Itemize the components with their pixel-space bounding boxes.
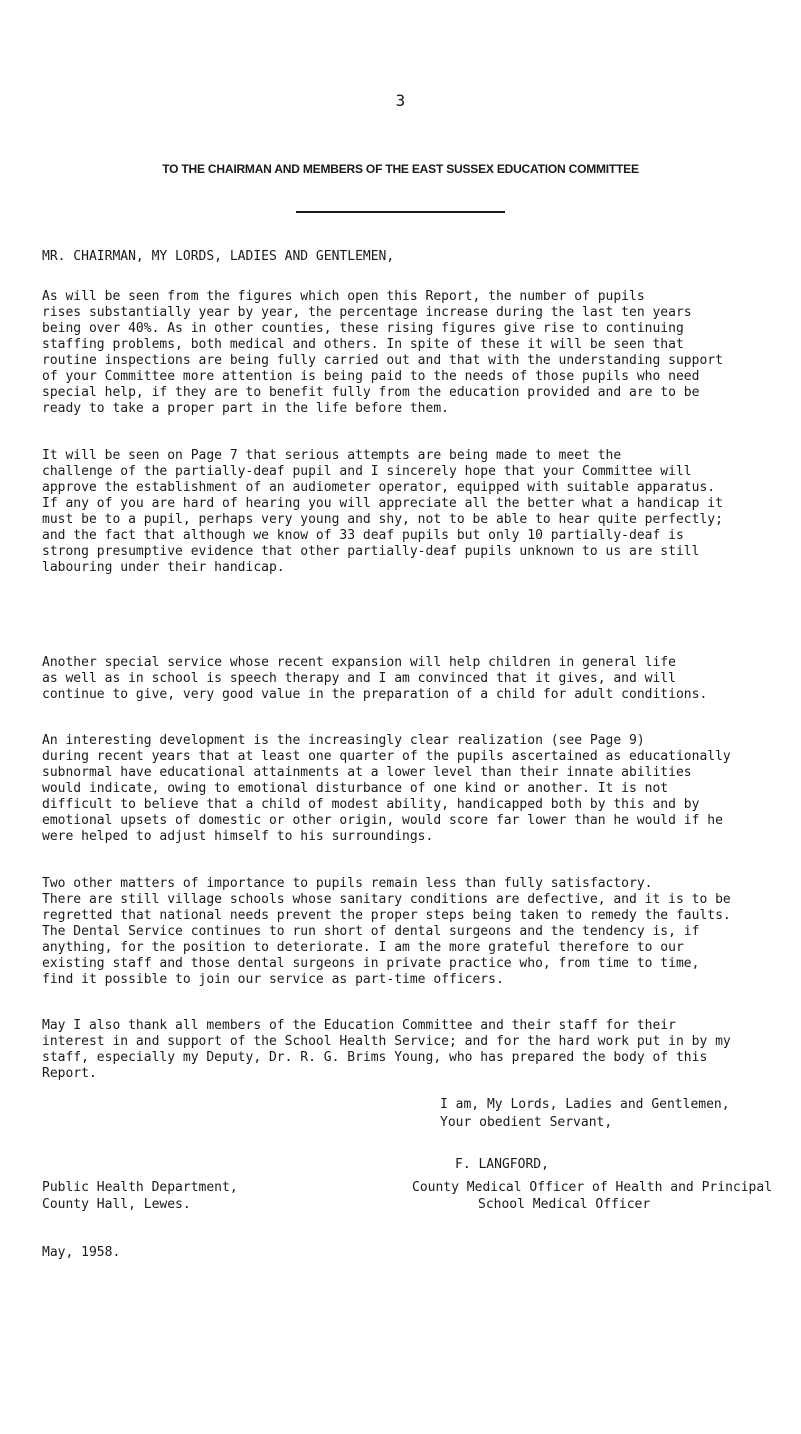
- salutation: MR. CHAIRMAN, MY LORDS, LADIES AND GENTLEMEN,: [42, 249, 395, 264]
- paragraph-line: emotional upsets of domestic or other origin, would score far lower than he would if he: [42, 813, 723, 828]
- paragraph-line: May I also thank all members of the Education Committee and their staff for their: [42, 1018, 676, 1033]
- page-number: 3: [395, 91, 406, 110]
- paragraph-line: interest in and support of the School Health Service; and for the hard work put in by my: [42, 1034, 731, 1049]
- heading-rule: [296, 211, 505, 213]
- paragraph-line: ready to take a proper part in the life before them.: [42, 401, 449, 416]
- paragraph-line: during recent years that at least one quarter of the pupils ascertained as educationally: [42, 749, 731, 764]
- paragraph-line: regretted that national needs prevent the proper steps being taken to remedy the faults.: [42, 908, 731, 923]
- paragraph-line: The Dental Service continues to run short of dental surgeons and the tendency is, if: [42, 924, 700, 939]
- report-date: May, 1958.: [42, 1245, 121, 1260]
- paragraph-line: staffing problems, both medical and others. In spite of these it will be seen that: [42, 337, 684, 352]
- paragraph-line: special help, if they are to benefit fully from the education provided and are to be: [42, 385, 700, 400]
- paragraph-line: continue to give, very good value in the preparation of a child for adult conditions.: [42, 687, 708, 702]
- paragraph-line: existing staff and those dental surgeons in private practice who, from time to time,: [42, 956, 700, 971]
- department-line-1: Public Health Department,: [42, 1180, 238, 1195]
- paragraph-line: subnormal have educational attainments at a lower level than their innate abilities: [42, 765, 692, 780]
- paragraph-line: If any of you are hard of hearing you will appreciate all the better what a handicap it: [42, 496, 723, 511]
- closing-line-2: Your obedient Servant,: [440, 1115, 613, 1130]
- paragraph-line: and the fact that although we know of 33 deaf pupils but only 10 partially-deaf is: [42, 528, 684, 543]
- paragraph-line: Two other matters of importance to pupils remain less than fully satisfactory.: [42, 876, 653, 891]
- paragraph-line: challenge of the partially-deaf pupil and I sincerely hope that your Committee will: [42, 464, 692, 479]
- paragraph-line: as well as in school is speech therapy and I am convinced that it gives, and will: [42, 671, 676, 686]
- officer-title-line-2: School Medical Officer: [478, 1197, 651, 1212]
- paragraph-line: would indicate, owing to emotional disturbance of one kind or another. It is not: [42, 781, 669, 796]
- paragraph-line: were helped to adjust himself to his surroundings.: [42, 829, 434, 844]
- report-heading: TO THE CHAIRMAN AND MEMBERS OF THE EAST SUSSEX EDUCATION COMMITTEE: [162, 162, 639, 176]
- closing-line-1: I am, My Lords, Ladies and Gentlemen,: [440, 1097, 730, 1112]
- paragraph-line: anything, for the position to deteriorate. I am the more grateful therefore to our: [42, 940, 684, 955]
- department-line-2: County Hall, Lewes.: [42, 1197, 191, 1212]
- paragraph-line: staff, especially my Deputy, Dr. R. G. Brims Young, who has prepared the body of this: [42, 1050, 708, 1065]
- paragraph-line: strong presumptive evidence that other partially-deaf pupils unknown to us are still: [42, 544, 700, 559]
- paragraph-line: must be to a pupil, perhaps very young and shy, not to be able to hear quite perfectly;: [42, 512, 723, 527]
- paragraph-1: [42, 289, 787, 417]
- paragraph-line: labouring under their handicap.: [42, 560, 285, 575]
- paragraph-line: rises substantially year by year, the percentage increase during the last ten years: [42, 305, 692, 320]
- paragraph-line: As will be seen from the figures which open this Report, the number of pupils: [42, 289, 645, 304]
- paragraph-line: find it possible to join our service as part-time officers.: [42, 972, 504, 987]
- paragraph-6: [42, 1018, 787, 1082]
- paragraph-line: routine inspections are being fully carried out and that with the understanding support: [42, 353, 723, 368]
- paragraph-3: [42, 655, 787, 703]
- paragraph-line: being over 40%. As in other counties, these rising figures give rise to continuing: [42, 321, 684, 336]
- officer-title-line-1: County Medical Officer of Health and Principal: [412, 1180, 773, 1195]
- paragraph-2: [42, 448, 787, 576]
- paragraph-line: It will be seen on Page 7 that serious attempts are being made to meet the: [42, 448, 622, 463]
- signature-name: F. LANGFORD,: [455, 1157, 549, 1172]
- paragraph-4: [42, 733, 787, 845]
- paragraph-line: There are still village schools whose sanitary conditions are defective, and it is to be: [42, 892, 731, 907]
- paragraph-5: [42, 876, 787, 988]
- paragraph-line: of your Committee more attention is being paid to the needs of those pupils who need: [42, 369, 700, 384]
- paragraph-line: difficult to believe that a child of modest ability, handicapped both by this and by: [42, 797, 700, 812]
- paragraph-line: approve the establishment of an audiometer operator, equipped with suitable apparatus.: [42, 480, 716, 495]
- paragraph-line: An interesting development is the increasingly clear realization (see Page 9): [42, 733, 645, 748]
- paragraph-line: Another special service whose recent expansion will help children in general life: [42, 655, 676, 670]
- paragraph-line: Report.: [42, 1066, 97, 1081]
